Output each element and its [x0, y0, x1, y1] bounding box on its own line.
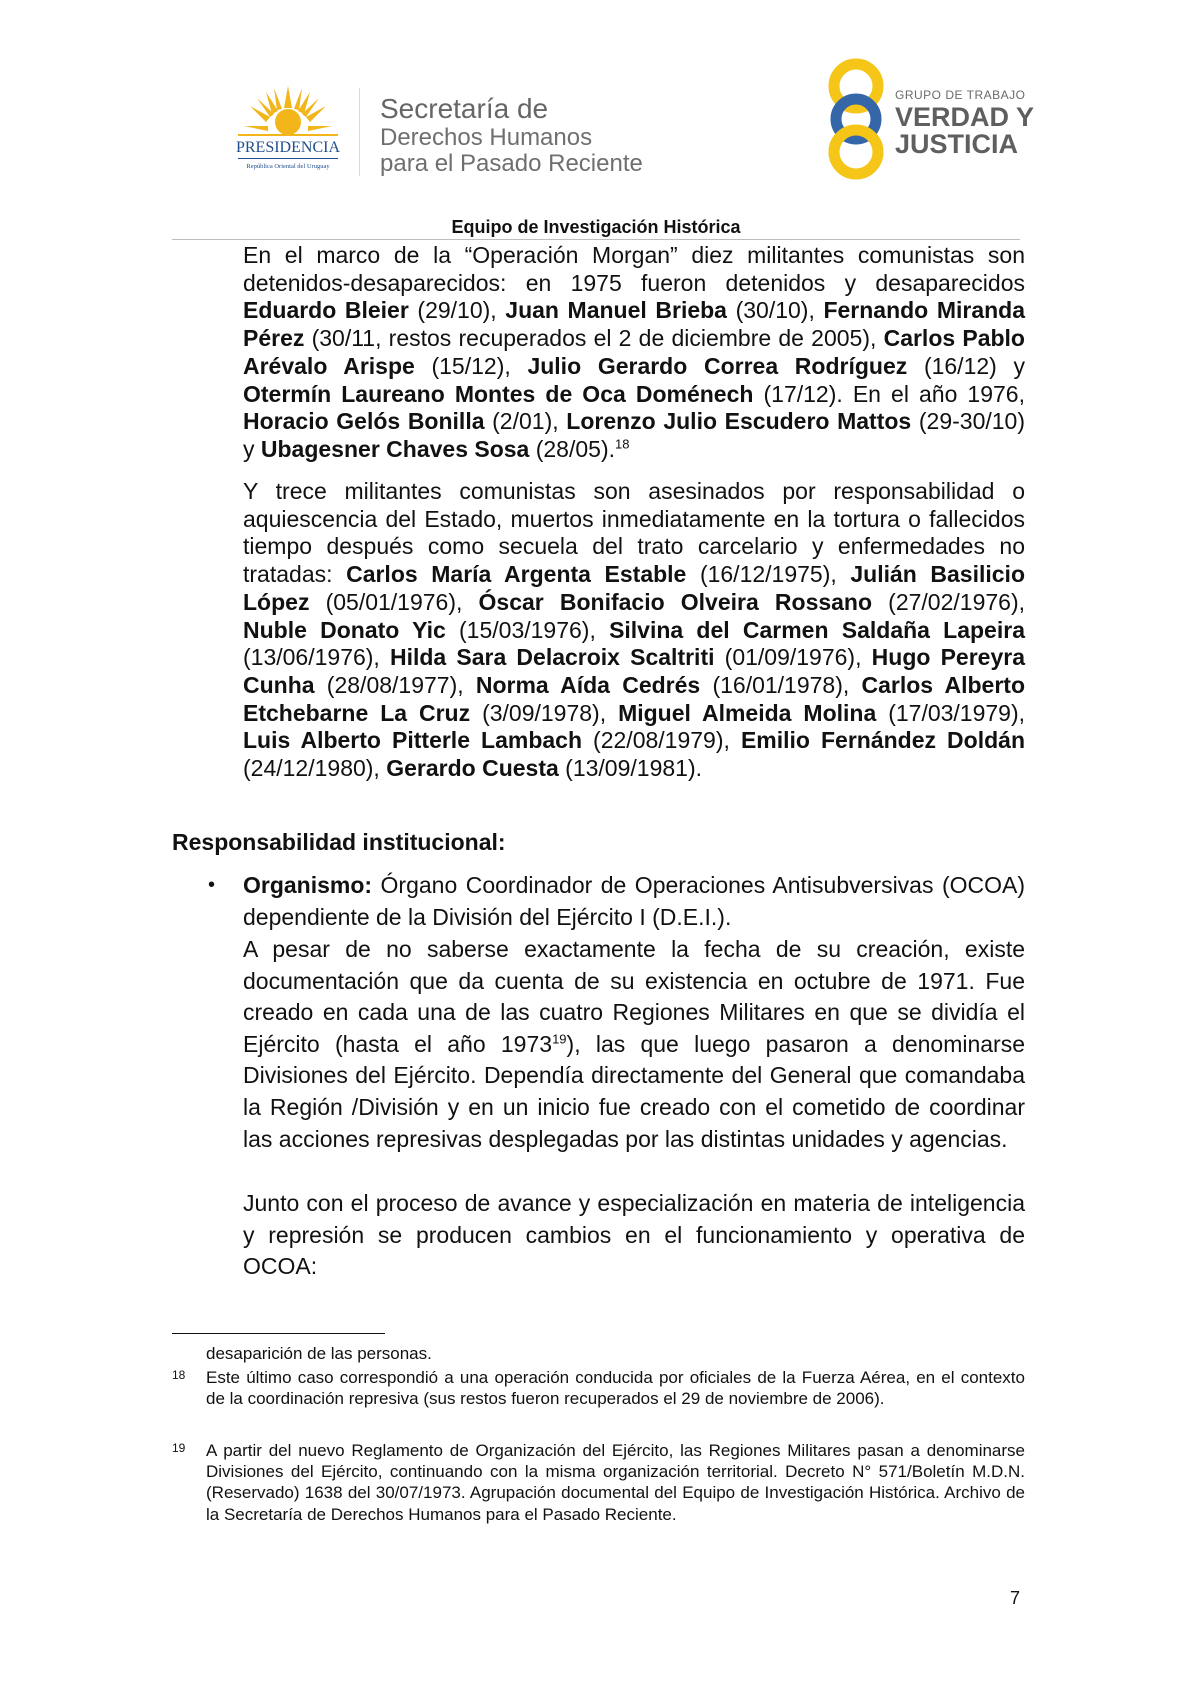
page-number: 7: [1010, 1588, 1021, 1608]
grupo-line-1: GRUPO DE TRABAJO: [895, 88, 1026, 102]
section-heading: Responsabilidad institucional:: [172, 829, 506, 855]
footnote-19-number: 19: [172, 1441, 186, 1455]
grupo-line-2: VERDAD Y: [895, 102, 1035, 132]
footnote-18-number: 18: [172, 1368, 186, 1382]
header-rule: [172, 239, 1020, 240]
paragraph-operacion-morgan: En el marco de la “Operación Morgan” diez militantes comunistas son detenidos-desaparecidos: en 1975 fueron detenidos y desaparecidos Eduardo Bleier (29/10), Juan Manuel Brieba (30/10), Fernando Miranda Pérez (30/11, restos recuperados el 2 de diciembre de 2005), Carlos Pablo Arévalo Arispe (15/12), Julio Gerardo Correa Rodríguez (16/12) y Otermín Laureano Montes de Oca Doménech (17/12). En el año 1976, Horacio Gelós Bonilla (2/01), Lorenzo Julio Escudero Mattos (29-30/10) y Ubagesner Chaves Sosa (28/05).$^{18}$: [243, 242, 1026, 462]
presidencia-logo: [208, 84, 368, 184]
team-heading: Equipo de Investigación Histórica: [451, 217, 741, 237]
verdad-justicia-rings-icon: [820, 58, 892, 180]
footnote-18-text: Este último caso correspondió a una operación conducida por oficiales de la Fuerza Aérea, en el contexto de la coordinación represiva (sus restos fueron recuperados el 29 de noviembre de 2006).: [206, 1368, 1025, 1409]
organismo-label: Organismo:: [243, 872, 373, 898]
footnote-continued: desaparición de las personas.: [206, 1344, 432, 1363]
footnote-separator: [172, 1333, 385, 1334]
footnote-19-text: A partir del nuevo Reglamento de Organización del Ejército, las Regiones Militares pasan a denominarse Divisiones del Ejército, continuando con la misma organización territorial. Decreto N° 571/Boletín M.D.N. (Reservado) 1638 del 30/07/1973. Agrupación documental del Equipo de Investigación Histórica. Archivo de la Secretaría de Derechos Humanos para el Pasado Reciente.: [206, 1441, 1025, 1524]
paragraph-cambios-ocoa: Junto con el proceso de avance y especialización en materia de inteligencia y represión se producen cambios en el funcionamiento y operativa de OCOA:: [243, 1190, 1025, 1280]
secretaria-title: [380, 95, 643, 176]
sun-emblem-icon: [208, 84, 368, 184]
bullet-marker: •: [208, 874, 216, 896]
grupo-trabajo-title: [895, 88, 1034, 158]
secretaria-line-2: Derechos Humanos: [380, 124, 593, 151]
footnote-ref-18: 18: [615, 436, 630, 452]
footnote-19: [172, 1440, 1025, 1525]
secretaria-line-3: para el Pasado Reciente: [380, 150, 643, 177]
grupo-line-3: JUSTICIA: [895, 129, 1019, 159]
footnote-ref-19: 19: [552, 1031, 567, 1047]
paragraph-creacion-ocoa: A pesar de no saberse exactamente la fecha de su creación, existe documentación que da cuenta de su existencia en octubre de 1971. Fue creado en cada una de las cuatro Regiones Militares en que se dividía el Ejército (hasta el año 1973$^{19}$), las que luego pasaron a denominarse Divisiones del Ejército. Dependía directamente del General que comandaba la Región /División y en un inicio fue creado con el cometido de coordinar las acciones represivas desplegadas por las distintas unidades y agencias.: [243, 936, 1025, 1152]
header-separator: [359, 88, 360, 176]
footnote-18: [172, 1367, 1025, 1409]
presidencia-subtitle: República Oriental del Uruguay: [246, 163, 330, 170]
paragraph-asesinados: Y trece militantes comunistas son asesinados por responsabilidad o aquiescencia del Estado, muertos inmediatamente en la tortura o fallecidos tiempo después como secuela del trato carcelario y enfermedades no tratadas: Carlos María Argenta Estable (16/12/1975), Julián Basilicio López (05/01/1976), Óscar Bonifacio Olveira Rossano (27/02/1976), Nuble Donato Yic (15/03/1976), Silvina del Carmen Saldaña Lapeira (13/06/1976), Hilda Sara Delacroix Scaltriti (01/09/1976), Hugo Pereyra Cunha (28/08/1977), Norma Aída Cedrés (16/01/1978), Carlos Alberto Etchebarne La Cruz (3/09/1978), Miguel Almeida Molina (17/03/1979), Luis Alberto Pitterle Lambach (22/08/1979), Emilio Fernández Doldán (24/12/1980), Gerardo Cuesta (13/09/1981).: [243, 478, 1026, 782]
paragraph-organismo: Organismo: Órgano Coordinador de Operaciones Antisubversivas (OCOA) dependiente de la División del Ejército I (D.E.I.).: [243, 872, 1025, 930]
presidencia-wordmark: PRESIDENCIA: [235, 139, 341, 156]
secretaria-line-1: Secretaría de: [380, 93, 549, 124]
